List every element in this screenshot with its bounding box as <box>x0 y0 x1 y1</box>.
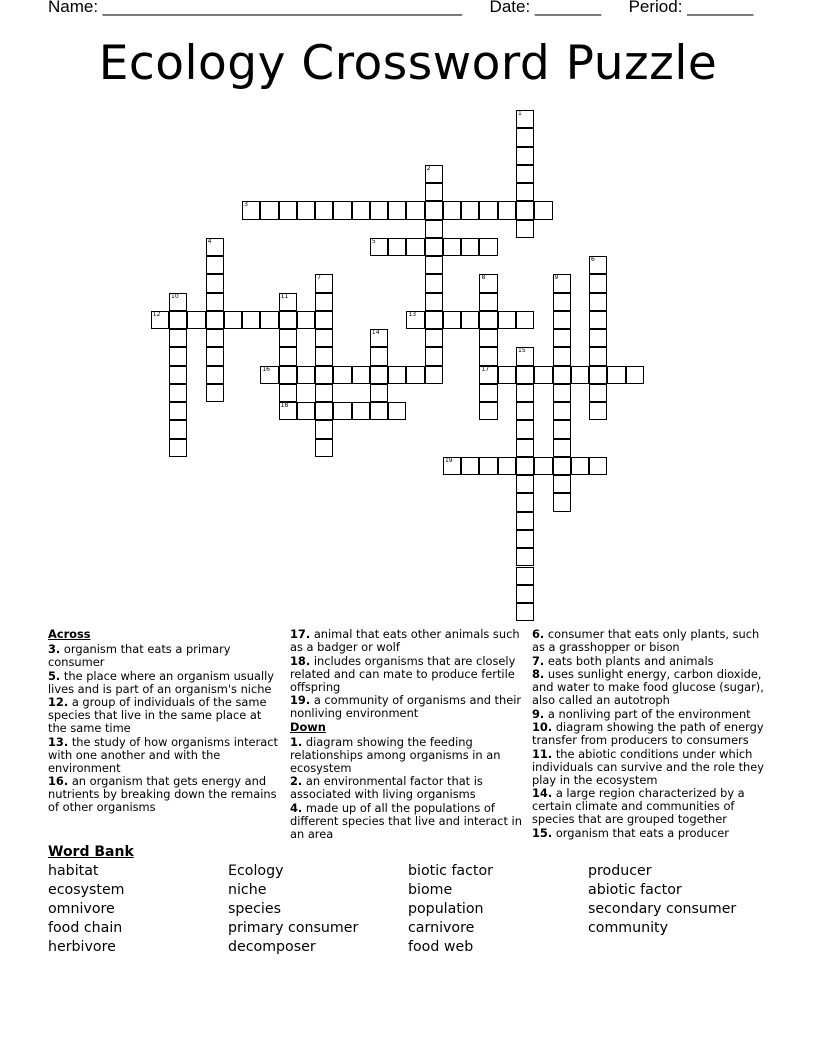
grid-cell[interactable] <box>169 439 187 457</box>
grid-cell[interactable] <box>516 110 534 128</box>
clue-number: 1 <box>518 110 522 117</box>
clue-down-7: 7. eats both plants and animals <box>532 653 714 668</box>
grid-cell[interactable] <box>516 420 534 438</box>
clue-down-8: 8. uses sunlight energy, carbon dioxide, and water to make food glucose (sugar), also called an autotroph <box>532 667 764 707</box>
clue-number: 16 <box>262 365 270 373</box>
grid-cell[interactable] <box>315 311 333 329</box>
grid-cell[interactable] <box>352 366 370 384</box>
word-bank-item: producer <box>588 863 652 879</box>
clue-down-10: 10. diagram showing the path of energy transfer from producers to consumers <box>532 720 764 747</box>
grid-cell[interactable] <box>516 128 534 146</box>
grid-cell[interactable] <box>516 548 534 566</box>
grid-cell[interactable] <box>388 238 406 256</box>
grid-cell[interactable] <box>315 366 333 384</box>
grid-cell[interactable] <box>279 201 297 219</box>
date-field[interactable]: Date: _______ <box>489 0 602 16</box>
grid-cell[interactable] <box>169 366 187 384</box>
clue-across-3: 3. organism that eats a primary consumer <box>48 642 231 669</box>
grid-cell[interactable] <box>425 256 443 274</box>
word-bank-item: abiotic factor <box>588 882 682 898</box>
grid-cell[interactable] <box>206 366 224 384</box>
grid-cell[interactable] <box>498 311 516 329</box>
grid-cell[interactable] <box>516 220 534 238</box>
grid-cell[interactable] <box>571 366 589 384</box>
word-bank-item: population <box>408 901 484 917</box>
word-bank-item: niche <box>228 882 267 898</box>
grid-cell[interactable] <box>406 201 424 219</box>
grid-cell[interactable] <box>315 420 333 438</box>
word-bank-column-1 <box>48 862 125 957</box>
grid-cell[interactable] <box>370 366 388 384</box>
grid-cell[interactable] <box>516 439 534 457</box>
grid-cell[interactable] <box>425 165 443 183</box>
clue-number: 19 <box>444 456 453 464</box>
period-field[interactable]: Period: _______ <box>628 0 754 16</box>
grid-cell[interactable] <box>206 311 224 329</box>
grid-cell[interactable] <box>169 293 187 311</box>
clue-number: 3 <box>244 201 248 209</box>
grid-cell[interactable] <box>553 366 571 384</box>
grid-cell[interactable] <box>553 475 571 493</box>
clue-down-6: 6. consumer that eats only plants, such as a grasshopper or bison <box>532 627 760 654</box>
grid-cell[interactable] <box>516 475 534 493</box>
grid-cell[interactable] <box>388 366 406 384</box>
clue-column-1 <box>48 628 283 815</box>
grid-cell[interactable] <box>206 347 224 365</box>
clue-number: 14 <box>371 329 380 337</box>
grid-cell[interactable] <box>589 274 607 292</box>
grid-cell[interactable] <box>206 256 224 274</box>
grid-cell[interactable] <box>607 366 625 384</box>
clue-number: 2 <box>426 164 431 172</box>
grid-cell[interactable] <box>425 329 443 347</box>
grid-cell[interactable] <box>388 201 406 219</box>
grid-cell[interactable] <box>516 603 534 621</box>
grid-cell[interactable] <box>589 384 607 402</box>
grid-cell[interactable] <box>516 585 534 603</box>
grid-cell[interactable] <box>553 493 571 511</box>
grid-cell[interactable] <box>479 366 497 384</box>
grid-cell[interactable] <box>443 457 461 475</box>
grid-cell[interactable] <box>553 384 571 402</box>
grid-cell[interactable] <box>333 402 351 420</box>
grid-cell[interactable] <box>516 493 534 511</box>
grid-cell[interactable] <box>425 201 443 219</box>
grid-cell[interactable] <box>553 329 571 347</box>
grid-cell[interactable] <box>169 384 187 402</box>
grid-cell[interactable] <box>370 329 388 347</box>
clue-number: 9 <box>554 274 559 282</box>
grid-cell[interactable] <box>279 384 297 402</box>
grid-cell[interactable] <box>516 347 534 365</box>
grid-cell[interactable] <box>516 165 534 183</box>
clue-number: 17 <box>481 365 490 373</box>
grid-cell[interactable] <box>516 147 534 165</box>
word-bank-item: species <box>228 901 281 917</box>
word-bank-item: food chain <box>48 920 123 936</box>
grid-cell[interactable] <box>242 201 260 219</box>
grid-cell[interactable] <box>461 238 479 256</box>
grid-cell[interactable] <box>279 329 297 347</box>
word-bank-item: food web <box>408 939 474 955</box>
word-bank-item: Ecology <box>228 863 284 879</box>
word-bank-column-2 <box>228 862 358 957</box>
grid-cell[interactable] <box>516 457 534 475</box>
grid-cell[interactable] <box>151 311 169 329</box>
word-bank-item: decomposer <box>228 939 316 955</box>
clue-number: 18 <box>280 402 289 410</box>
word-bank-item: biome <box>408 882 453 898</box>
clue-number: 15 <box>518 347 526 355</box>
clue-across-5: 5. the place where an organism usually lives and is part of an organism's niche <box>48 668 275 696</box>
grid-cell[interactable] <box>206 384 224 402</box>
grid-cell[interactable] <box>297 201 315 219</box>
grid-cell[interactable] <box>206 274 224 292</box>
grid-cell[interactable] <box>589 293 607 311</box>
clue-across-18: 18. includes organisms that are closely related and can mate to produce fertile offspring <box>290 653 516 694</box>
grid-cell[interactable] <box>553 420 571 438</box>
grid-cell[interactable] <box>370 238 388 256</box>
word-bank-item: ecosystem <box>48 882 125 898</box>
grid-cell[interactable] <box>516 201 534 219</box>
grid-cell[interactable] <box>571 457 589 475</box>
grid-cell[interactable] <box>206 293 224 311</box>
grid-cell[interactable] <box>534 457 552 475</box>
grid-cell[interactable] <box>461 311 479 329</box>
clue-across-13: 13. the study of how organisms interact with one another and with the environment <box>48 734 278 775</box>
grid-cell[interactable] <box>315 201 333 219</box>
clue-across-16: 16. an organism that gets energy and nutrients by breaking down the remains of other organisms <box>48 774 277 814</box>
grid-cell[interactable] <box>425 183 443 201</box>
grid-cell[interactable] <box>297 402 315 420</box>
grid-cell[interactable] <box>406 311 424 329</box>
clue-across-12: 12. a group of individuals of the same species that live in the same place at the same time <box>48 695 267 735</box>
grid-cell[interactable] <box>553 457 571 475</box>
grid-cell[interactable] <box>534 366 552 384</box>
clue-number: 7 <box>317 274 321 282</box>
grid-cell[interactable] <box>370 347 388 365</box>
grid-cell[interactable] <box>352 201 370 219</box>
word-bank-item: omnivore <box>48 901 115 917</box>
grid-cell[interactable] <box>260 366 278 384</box>
clue-down-15: 15. organism that eats a producer <box>532 825 729 840</box>
grid-cell[interactable] <box>553 347 571 365</box>
word-bank-column-4 <box>588 862 736 938</box>
word-bank-item: secondary consumer <box>588 901 737 917</box>
grid-cell[interactable] <box>589 256 607 274</box>
grid-cell[interactable] <box>516 567 534 585</box>
grid-cell[interactable] <box>479 311 497 329</box>
clue-down-2: 2. an environmental factor that is associated with living organisms <box>290 774 483 801</box>
name-field[interactable]: Name: ______________________________________ <box>48 0 463 16</box>
grid-cell[interactable] <box>352 402 370 420</box>
grid-cell[interactable] <box>479 329 497 347</box>
grid-cell[interactable] <box>206 238 224 256</box>
grid-cell[interactable] <box>553 439 571 457</box>
grid-cell[interactable] <box>315 402 333 420</box>
clue-down-4: 4. made up of all the populations of different species that live and interact in an area <box>290 800 522 841</box>
grid-cell[interactable] <box>534 201 552 219</box>
grid-cell[interactable] <box>516 402 534 420</box>
grid-cell[interactable] <box>315 329 333 347</box>
grid-cell[interactable] <box>169 347 187 365</box>
grid-cell[interactable] <box>498 201 516 219</box>
grid-cell[interactable] <box>406 238 424 256</box>
grid-cell[interactable] <box>279 366 297 384</box>
grid-cell[interactable] <box>626 366 644 384</box>
grid-cell[interactable] <box>589 311 607 329</box>
word-bank-item: herbivore <box>48 939 116 955</box>
clue-down-14: 14. a large region characterized by a certain climate and communities of species that are grouped together <box>532 786 745 826</box>
clue-down-1: 1. diagram showing the feeding relationships among organisms in an ecosystem <box>290 734 501 775</box>
grid-cell[interactable] <box>479 384 497 402</box>
grid-cell[interactable] <box>479 402 497 420</box>
word-bank-title: Word Bank <box>48 844 134 860</box>
grid-cell[interactable] <box>315 384 333 402</box>
grid-cell[interactable] <box>553 293 571 311</box>
grid-cell[interactable] <box>516 366 534 384</box>
grid-cell[interactable] <box>479 201 497 219</box>
grid-cell[interactable] <box>516 384 534 402</box>
grid-cell[interactable] <box>479 457 497 475</box>
grid-cell[interactable] <box>589 329 607 347</box>
grid-cell[interactable] <box>516 311 534 329</box>
clue-number: 13 <box>408 310 417 318</box>
down-heading: Down <box>290 719 326 734</box>
grid-cell[interactable] <box>260 311 278 329</box>
grid-cell[interactable] <box>425 274 443 292</box>
grid-cell[interactable] <box>589 347 607 365</box>
grid-cell[interactable] <box>461 201 479 219</box>
grid-cell[interactable] <box>479 274 497 292</box>
grid-cell[interactable] <box>206 329 224 347</box>
grid-cell[interactable] <box>279 311 297 329</box>
grid-cell[interactable] <box>169 420 187 438</box>
clue-number: 11 <box>280 292 289 300</box>
grid-cell[interactable] <box>279 347 297 365</box>
grid-cell[interactable] <box>443 201 461 219</box>
grid-cell[interactable] <box>443 311 461 329</box>
grid-cell[interactable] <box>479 293 497 311</box>
grid-cell[interactable] <box>498 457 516 475</box>
grid-cell[interactable] <box>479 347 497 365</box>
grid-cell[interactable] <box>553 311 571 329</box>
clue-number: 10 <box>171 292 179 300</box>
word-bank-item: carnivore <box>408 920 475 936</box>
clue-number: 4 <box>207 237 212 245</box>
grid-cell[interactable] <box>589 402 607 420</box>
grid-cell[interactable] <box>370 201 388 219</box>
grid-cell[interactable] <box>443 238 461 256</box>
clue-down-11: 11. the abiotic conditions under which individuals can survive and the role they play in the ecosystem <box>532 746 765 787</box>
grid-cell[interactable] <box>370 402 388 420</box>
grid-cell[interactable] <box>370 384 388 402</box>
grid-cell[interactable] <box>388 402 406 420</box>
clue-across-17: 17. animal that eats other animals such as a badger or wolf <box>290 627 520 654</box>
clue-number: 12 <box>152 310 161 318</box>
word-bank-item: biotic factor <box>408 863 494 879</box>
grid-cell[interactable] <box>315 293 333 311</box>
grid-cell[interactable] <box>315 274 333 292</box>
grid-cell[interactable] <box>279 293 297 311</box>
grid-cell[interactable] <box>169 311 187 329</box>
grid-cell[interactable] <box>516 530 534 548</box>
grid-cell[interactable] <box>224 311 242 329</box>
grid-cell[interactable] <box>589 457 607 475</box>
grid-cell[interactable] <box>406 366 424 384</box>
grid-cell[interactable] <box>425 293 443 311</box>
grid-cell[interactable] <box>553 402 571 420</box>
grid-cell[interactable] <box>187 311 205 329</box>
word-bank-item: habitat <box>48 863 99 879</box>
word-bank-item: primary consumer <box>228 920 359 936</box>
grid-cell[interactable] <box>425 366 443 384</box>
clue-across-19: 19. a community of organisms and their nonliving environment <box>290 693 522 720</box>
grid-cell[interactable] <box>516 183 534 201</box>
grid-cell[interactable] <box>479 238 497 256</box>
grid-cell[interactable] <box>516 512 534 530</box>
clue-number: 5 <box>371 237 376 245</box>
grid-cell[interactable] <box>333 366 351 384</box>
grid-cell[interactable] <box>425 220 443 238</box>
grid-cell[interactable] <box>297 366 315 384</box>
clue-number: 8 <box>481 274 486 282</box>
grid-cell[interactable] <box>169 402 187 420</box>
grid-cell[interactable] <box>315 347 333 365</box>
clue-number: 6 <box>591 256 595 264</box>
grid-cell[interactable] <box>169 329 187 347</box>
word-bank-item: community <box>588 920 669 936</box>
grid-cell[interactable] <box>279 402 297 420</box>
clue-column-3 <box>532 628 767 840</box>
page-title: Ecology Crossword Puzzle <box>98 36 718 91</box>
clue-column-2 <box>290 628 525 841</box>
grid-cell[interactable] <box>498 366 516 384</box>
grid-cell[interactable] <box>297 311 315 329</box>
across-heading: Across <box>48 627 91 641</box>
grid-cell[interactable] <box>425 238 443 256</box>
grid-cell[interactable] <box>315 439 333 457</box>
clue-down-9: 9. a nonliving part of the environment <box>532 706 751 721</box>
grid-cell[interactable] <box>425 311 443 329</box>
grid-cell[interactable] <box>333 201 351 219</box>
grid-cell[interactable] <box>553 274 571 292</box>
grid-cell[interactable] <box>242 311 260 329</box>
word-bank-column-3 <box>408 862 493 957</box>
grid-cell[interactable] <box>461 457 479 475</box>
grid-cell[interactable] <box>425 347 443 365</box>
grid-cell[interactable] <box>589 366 607 384</box>
grid-cell[interactable] <box>260 201 278 219</box>
